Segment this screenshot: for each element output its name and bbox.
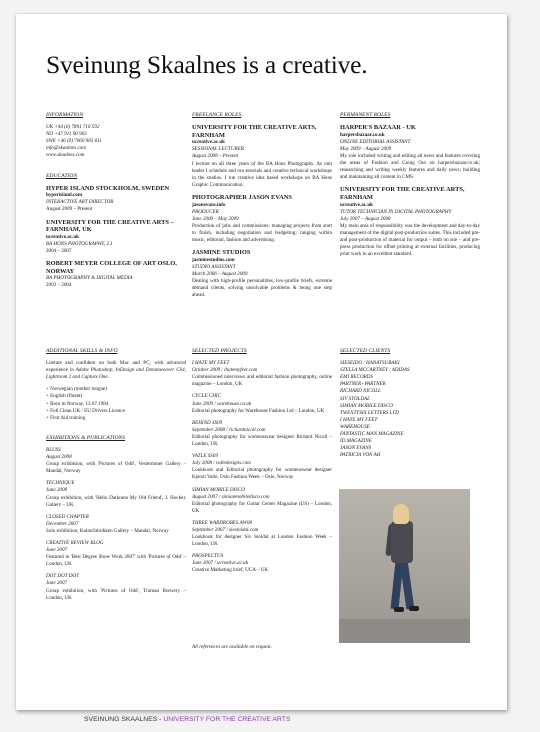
section-heading-permanent: PERMANENT ROLES [340, 112, 391, 118]
permanent-dates: May 2009 – August 2009 [340, 145, 392, 152]
education-org: HYPER ISLAND STOCKHOLM, SWEDEN [46, 184, 170, 192]
clients-list [340, 360, 480, 459]
figure-leg [400, 561, 415, 610]
exhibition-desc: Solo exhibition, Kulturfabrikken Gallery – Mandal, Norway [46, 527, 169, 534]
freelance-dates: June 2006 – May 2009 [192, 215, 239, 222]
permanent-url[interactable]: ucreative.ac.uk [340, 201, 374, 208]
project-item [192, 420, 332, 448]
education-url[interactable]: hyperisland.com [46, 192, 83, 199]
project-name: I HATE MY FEET [192, 360, 230, 367]
education-item [46, 219, 186, 255]
client-item: SIMIAN MOBILE DISCO [340, 402, 393, 409]
exhibition-date: June 2007 [46, 580, 68, 587]
figure-head [396, 507, 406, 519]
exhibition-date: June 2007 [46, 547, 68, 554]
freelance-org: UNIVERSITY FOR THE CREATIVE ARTS, FARNHAM [192, 124, 317, 139]
permanent-org: UNIVERSITY FOR THE CREATIVE ARTS, FARNHAM [340, 186, 465, 201]
skills-list-item: + First Aid training [46, 414, 86, 421]
exhibition-name: CLOSED CHAPTER [46, 513, 89, 520]
project-date: September 2008 / richardnicoll.com [192, 426, 266, 433]
caption-link[interactable]: UNIVERSITY FOR THE CREATIVE ARTS [163, 716, 291, 723]
exhibition-desc: Group exhibition, with 'Pictures of Odd', Vestermmer Gallery – Mandal, Norway [46, 461, 186, 475]
exhibition-desc: Group exhibition, with 'Pictures of Odd', Truman Brewery – London, UK [46, 587, 186, 601]
contact-email[interactable]: info@skaalnes.com [46, 145, 86, 152]
image-caption [84, 716, 290, 725]
caption-name: SVEINUNG SKAALNES [84, 716, 158, 723]
skills-block [46, 360, 186, 422]
exhibition-item [46, 480, 186, 508]
exhibition-name: BLUSS [46, 446, 61, 453]
client-item: WAREHOUSE [340, 423, 370, 430]
client-item: SIESEIDO / HANATSUBAKI [340, 360, 400, 367]
client-item: RICHARD NICOLL [340, 388, 381, 395]
project-date: June 2007 / ucreative.ac.uk [192, 560, 248, 567]
education-dates: August 2009 – Present [46, 206, 93, 213]
project-item [192, 553, 332, 574]
freelance-item [192, 249, 332, 299]
section-heading-information: INFORMATION [46, 112, 84, 118]
project-name: PROSPECTUS [192, 553, 224, 560]
freelance-org: JASMINE STUDIOS [192, 249, 251, 257]
contact-line: SWE +46 (0) 7060 905 611 [46, 138, 102, 145]
permanent-desc: My main area of responsibility was the development and day-to-day management of the digital post-production suites. This included pre- and post-production of material for output – both on site – and pre-press production for offset printing at external facilities, producing print work to an excellent standard. [340, 222, 480, 258]
exhibition-desc: Group exhibition, with 'Hello Darkness My Old Friend', J. Hockey Gallery – UK [46, 494, 186, 508]
project-desc: Editorial photography for womenswear designer Richard Nicoll – London, UK [192, 433, 332, 448]
project-desc: Editorial photography for Warehouse Fashion Ltd – London, UK [192, 407, 325, 414]
education-url[interactable]: ucreative.ac.uk [46, 233, 80, 240]
client-item: PARTNER+PARTNER [340, 381, 386, 388]
permanent-item [340, 124, 480, 181]
freelance-desc: I lecture on all three years of the BA Hons Photography. As unit leader I schedule and run tutorials and creative technical workshops in the studios. I run creative idea based workshops on BA Hons Graphic Communication. [192, 160, 332, 188]
contact-website[interactable]: www.skaalnes.com [46, 152, 85, 159]
project-desc: Editorial photography for Guitar Center Magazine (US) – London, UK [192, 500, 332, 514]
skills-paragraph [46, 360, 186, 381]
exhibition-item [46, 540, 186, 568]
education-dates: 2003 – 2004 [46, 282, 72, 289]
client-item: STELLA MCCARTNEY / ADIDAS [340, 367, 410, 374]
project-name: SIMIAN MOBILE DISCO [192, 486, 245, 493]
exhibition-date: August 2008 [46, 454, 72, 461]
project-name: CYCLE CHIC [192, 393, 222, 400]
project-item [192, 360, 332, 388]
figure-shoe [409, 606, 419, 611]
education-role: BA PHOTOGRAPHY & DIGITAL MEDIA [46, 275, 133, 282]
project-date: October 2009 / ihatemyfeet.com [192, 367, 258, 374]
section-heading-skills: ADDITIONAL SKILLS & INFO [46, 348, 118, 354]
caption-separator: - [157, 716, 164, 723]
project-date: September 2007 / siestoldal.com [192, 526, 259, 533]
permanent-role: ONLINE EDITORIAL ASSISTANT [340, 138, 411, 145]
project-date: June 2009 / warehouse.co.uk [192, 400, 252, 407]
education-role: INTERACTIVE ART DIRECTOR [46, 199, 114, 206]
freelance-item [192, 194, 332, 244]
freelance-role: PRODUCER [192, 208, 219, 215]
section-heading-freelance: FREELANCE ROLES [192, 112, 242, 118]
skills-list-item: + English (fluent) [46, 393, 83, 400]
contact-line: UK +44 (0) 7891 710 592 [46, 124, 100, 131]
section-heading-exhibitions: EXHIBITIONS & PUBLICATIONS [46, 434, 126, 441]
exhibition-date: December 2007 [46, 520, 79, 527]
freelance-url[interactable]: ucreative.ac.uk [192, 139, 226, 146]
client-item: JASON EVANS [340, 445, 372, 452]
client-item: TWENTYSIX LETTERS LTD [340, 409, 399, 416]
client-item: EMI RECORDS [340, 374, 373, 381]
education-item [46, 185, 186, 214]
freelance-role: SESSIONAL LECTURER [192, 146, 244, 153]
education-org: UNIVERSITY FOR THE CREATIVE ARTS – FARNHAM, UK [46, 218, 174, 234]
skills-list-item: + Born in Norway, 13.07.1984 [46, 400, 109, 407]
project-desc: Lookbook for designer Siv Stoldal at London Fashion Week – London, UK [192, 534, 332, 548]
freelance-org: PHOTOGRAPHER JASON EVANS [192, 193, 292, 201]
cv-sheet [16, 14, 507, 710]
project-name: VATLE SS09 [192, 453, 218, 460]
references-note: All references are available on request. [192, 644, 272, 650]
client-item: ID MAGAZINE [340, 438, 372, 445]
column-middle [192, 112, 332, 304]
skills-text: Literate and confident on both Mac and PC, with advanced experience in [46, 360, 186, 374]
skills-software: Adobe Photoshop, InDesign and Dreamweaver CS4, Lightroom 2 and Capture One. [46, 367, 187, 381]
permanent-item [340, 186, 480, 258]
exhibition-name: CREATIVE REVIEW BLOG [46, 539, 104, 546]
exhibition-desc: Featured in 'Best Degree Show Work 2007' with 'Pictures of Odd' – London, UK [46, 554, 186, 568]
freelance-item [192, 124, 332, 189]
project-desc: Commissioned interviews and editorial fashion photography, online magazine – London, UK [192, 374, 332, 388]
section-heading-projects: SELECTED PROJECTS [192, 348, 247, 354]
section-heading-clients: SELECTED CLIENTS [340, 348, 391, 354]
page-title: Sveinung Skaalnes is a creative. [46, 50, 368, 79]
figure-jacket [391, 521, 413, 563]
figure-shoe [394, 607, 404, 612]
freelance-url[interactable]: jasminestudios.com [192, 256, 235, 263]
permanent-role: TUTOR TECHNICIAN IN DIGITAL PHOTOGRAPHY [340, 208, 452, 215]
freelance-role: STUDIO ASSISTANT [192, 263, 236, 270]
client-item: PATRICIA VON AH [340, 452, 381, 459]
exhibition-item [46, 447, 186, 475]
client-item: FANTASTIC MAN MAGAZINE [340, 431, 404, 438]
column-left [46, 112, 186, 294]
column-left-lower [46, 348, 186, 607]
permanent-org: HARPER'S BAZAAR - UK [340, 124, 416, 132]
exhibition-name: TECHNIQUE [46, 480, 75, 487]
skills-list-item: + Norwegian (mother tongue) [46, 386, 108, 393]
freelance-dates: March 2006 – August 2009 [192, 270, 248, 277]
freelance-desc: Production of jobs and commissions; managing projects from start to finish, including negotiation and budgeting; ranging within music, editorial, fashion and advertising. [192, 222, 332, 243]
project-date: August 2007 / simianmobiledisco.com [192, 493, 270, 500]
permanent-dates: July 2007 – August 2008 [340, 215, 391, 222]
photo-floor [339, 619, 470, 643]
project-item [192, 453, 332, 481]
client-item: SIV STOLDAL [340, 395, 370, 402]
exhibition-name: DOT DOT DOT [46, 573, 79, 580]
permanent-url[interactable]: harpersbazaar.co.uk [340, 131, 385, 138]
education-role: BA HONS PHOTOGRAPHY, 2.1 [46, 240, 113, 247]
exhibition-item [46, 573, 186, 601]
permanent-desc: My role included writing and editing all news and features covering the areas of Fashion and Going Out on harpersbazaar.co.uk; researching and writing weekly features and daily news; building and maintaining all content in CMS. [340, 152, 480, 181]
exhibition-item [46, 514, 186, 535]
project-name: THREE WARDROBES AW08 [192, 519, 252, 526]
education-item [46, 260, 186, 289]
project-item [192, 393, 332, 414]
project-desc: Creative Marketing brief, UCA – UK [192, 567, 269, 574]
freelance-url[interactable]: jasonevans.info [192, 201, 226, 208]
project-item [192, 520, 332, 548]
project-date: July 2008 / vatledesigns.com [192, 460, 251, 467]
education-org: ROBERT MEYER COLLEGE OF ART OSLO, NORWAY [46, 260, 177, 275]
skills-list-item: + Full Clean UK / EU Drivers Licence [46, 407, 125, 414]
project-desc: Lookbook and Editorial photography for womenswear designer Kjersti Vatle, Oslo Fashion Week – Oslo, Norway [192, 467, 332, 481]
column-middle-lower [192, 348, 332, 580]
column-right [340, 112, 480, 263]
freelance-desc: Dealing with high-profile personalities, low-profile briefs, extreme demand clients, solving unsolvable problems & being one step ahead. [192, 277, 332, 299]
contact-line: NO +47 911 90 903 [46, 131, 87, 138]
education-dates: 2004 – 2007 [46, 247, 72, 254]
portrait-photo [339, 489, 470, 643]
client-item: I HATE MY FEET [340, 416, 378, 423]
project-name: BEHIND SS09 [192, 419, 223, 426]
freelance-dates: August 2008 – Present [192, 153, 239, 160]
column-right-lower [340, 348, 480, 464]
project-item [192, 487, 332, 515]
contact-info [46, 124, 186, 159]
exhibition-date: June 2008 [46, 487, 68, 494]
section-heading-education: EDUCATION [46, 172, 78, 179]
